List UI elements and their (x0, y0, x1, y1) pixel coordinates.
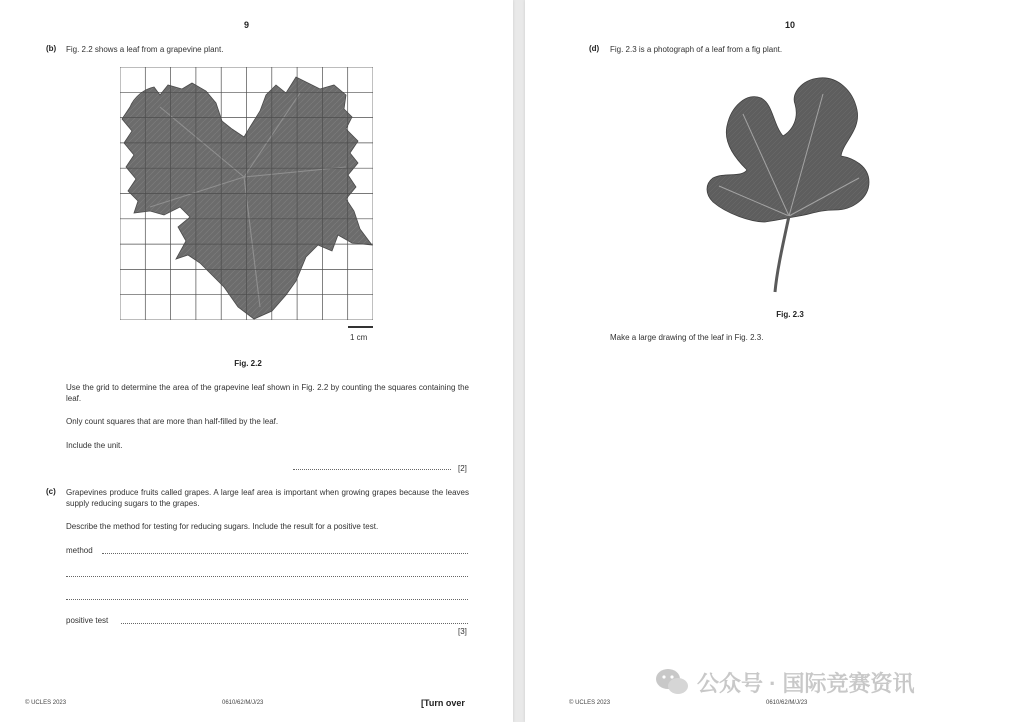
turn-over: [Turn over (421, 698, 465, 708)
marks-c: [3] (458, 627, 467, 636)
right-page (525, 0, 1024, 722)
part-c-text-2: Describe the method for testing for reducing sugars. Include the result for a positive test. (66, 522, 379, 531)
method-label: method (66, 546, 93, 555)
page-number: 9 (244, 20, 250, 30)
fig-leaf-image (703, 74, 871, 296)
method-answer-line-1[interactable] (102, 553, 468, 554)
part-d-instruction: Make a large drawing of the leaf in Fig. 2.3. (610, 333, 764, 342)
footer-copyright: © UCLES 2023 (25, 700, 67, 706)
positive-test-answer-line[interactable] (121, 623, 468, 624)
question-label-d: (d) (589, 44, 600, 53)
part-b-intro: Fig. 2.2 shows a leaf from a grapevine plant. (66, 45, 224, 54)
footer-code: 0610/62/M/J/23 (222, 700, 264, 706)
part-c-text-1: Grapevines produce fruits called grapes. A large leaf area is important when growing grapes because the leaves supply reducing sugars to the grapes. (66, 488, 469, 508)
marks-b: [2] (458, 464, 467, 473)
method-answer-line-3[interactable] (66, 599, 468, 600)
part-b-instruction-1: Use the grid to determine the area of the grapevine leaf shown in Fig. 2.2 by counting the squares containing the leaf. (66, 383, 469, 403)
method-answer-line-2[interactable] (66, 576, 468, 577)
question-label-b: (b) (46, 44, 57, 53)
grapevine-leaf-image (120, 67, 373, 320)
watermark (655, 664, 1024, 700)
part-b-instruction-3: Include the unit. (66, 441, 123, 450)
footer-code: 0610/62/M/J/23 (766, 700, 808, 706)
figure-caption-2-2: Fig. 2.2 (234, 359, 262, 368)
answer-line-b[interactable] (293, 469, 451, 470)
positive-test-label: positive test (66, 616, 109, 625)
figure-caption-2-3: Fig. 2.3 (776, 310, 804, 319)
fig-leaf-stalk (775, 216, 789, 292)
watermark-text: 公众号 · 国际竞赛资讯 (697, 670, 915, 696)
part-d-intro: Fig. 2.3 is a photograph of a leaf from a fig plant. (610, 45, 783, 54)
scale-label: 1 cm (350, 333, 368, 342)
footer-copyright: © UCLES 2023 (569, 700, 611, 706)
question-label-c: (c) (46, 487, 56, 496)
grapevine-figure (120, 67, 373, 320)
page-number: 10 (785, 20, 796, 30)
scale-bar (348, 326, 373, 328)
part-b-instruction-2: Only count squares that are more than half-filled by the leaf. (66, 417, 279, 426)
wechat-icon (655, 667, 689, 697)
